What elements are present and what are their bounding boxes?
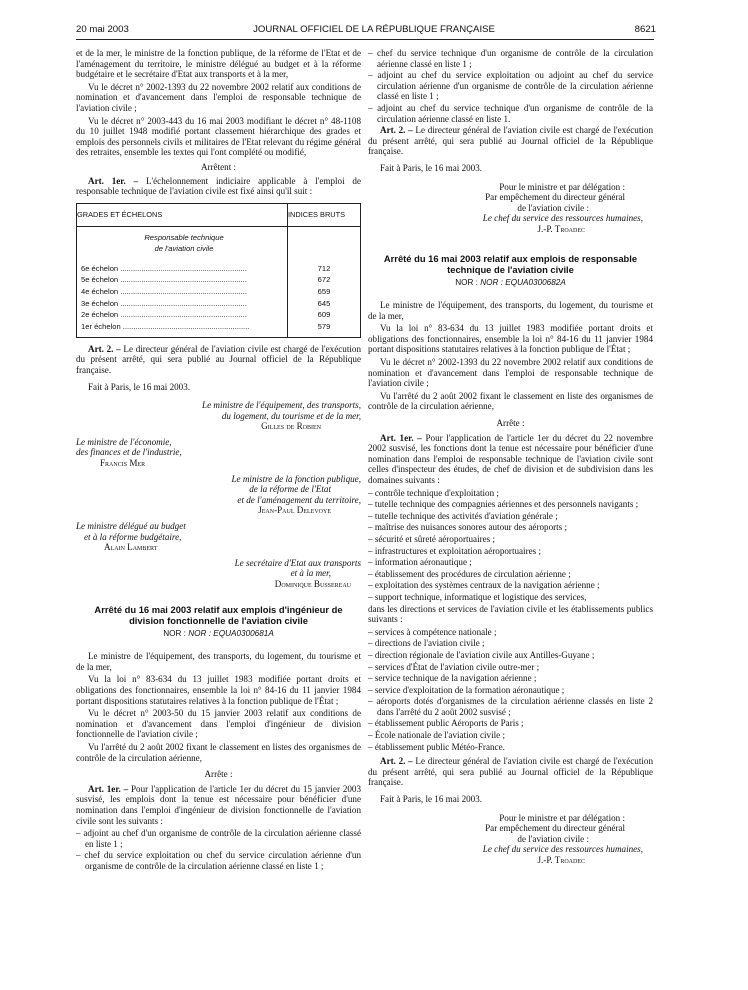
signatory-name: Gilles de Robien [261, 421, 321, 432]
table-row-value: 609 [317, 310, 331, 320]
signature-line: Pour le ministre et par délégation : [499, 812, 625, 823]
running-header [0, 24, 748, 38]
left-column [76, 48, 361, 872]
article-1 [76, 784, 361, 826]
category-line: de l'aviation civile [154, 243, 214, 253]
domain-item: – support technique, informatique et logistique des services, [368, 592, 653, 603]
signature-line: Pour le ministre et par délégation : [499, 181, 625, 192]
signatory-title: Le ministre de l'économie, [76, 436, 172, 447]
signatory-title: Le secrétaire d'Etat aux transports [234, 557, 361, 568]
nor-reference: NOR : NOR : EQUA0300682A [455, 277, 566, 287]
table-header-row [77, 203, 361, 227]
signatory-title: du logement, du tourisme et de la mer, [221, 410, 361, 421]
vu-paragraph: Vu la loi n° 83-634 du 13 juillet 1983 modifiée portant droits et obligations des fonctionnaires, ensemble la loi n° 84-16 du 11 janvier 1984 portant dispositions statutaires relatives à la fonction publique de l'État ; [368, 323, 653, 355]
intro-continued: et de la mer, le ministre de la fonction publique, de la réforme de l'Etat et de l'aménagement du territoire, le ministre délégué au budget et à la réforme budgétaire et le secrétaire d'Etat aux transports et à la mer, [76, 48, 361, 80]
page-number: 8621 [634, 24, 656, 35]
table-header-indices: INDICES BRUTS [288, 203, 361, 227]
vu-paragraph: Vu l'arrêté du 2 août 2002 fixant le classement en liste des organismes de contrôle de la circulation aérienne, [368, 390, 653, 412]
list-item: – chef du service technique d'un organisme de contrôle de la circulation aérienne classé en liste 1 ; [368, 48, 653, 69]
article-2 [76, 344, 361, 376]
article-text: L'échelonnement indiciaire applicable à l'emploi de responsable technique de l'aviation civile est fixé ainsi qu'il suit : [76, 175, 361, 197]
article-label: Art. 2. – [88, 343, 121, 354]
signature-line: Le chef du service des ressources humaines, [482, 213, 643, 224]
article-text: Le directeur général de l'aviation civile est chargé de l'exécution du présent arrêté, qui sera publié au Journal officiel de la République française. [76, 343, 361, 375]
service-item: – aéroports dotés d'organismes de la circulation aérienne classés en liste 2 dans l'arrêté du 2 août 2002 susvisé ; [368, 696, 653, 717]
list-item: – adjoint au chef d'un organisme de contrôle de la circulation aérienne classé en liste 1 ; [76, 828, 361, 849]
service-item: – services à compétence nationale ; [368, 627, 653, 638]
domain-item: – infrastructures et exploitation aéroportuaires ; [368, 546, 653, 557]
table-row-label: 3e échelon ............................................................ [81, 298, 247, 308]
list-item: – adjoint au chef du service technique d'un organisme de contrôle de la circulation aérienne classé en liste 1. [368, 103, 653, 124]
service-item: – service technique de la navigation aérienne ; [368, 673, 653, 684]
signatory-title: et à la réforme budgétaire, [84, 531, 182, 542]
article-label: Art. 1er. – [380, 432, 422, 443]
signature-line: Par empêchement du directeur général [485, 192, 625, 203]
decree-intro: Le ministre de l'équipement, des transports, du logement, du tourisme et de la mer, [76, 651, 361, 672]
article-label: Art. 2. – [380, 756, 413, 767]
domain-item: – exploitation des systèmes centraux de la navigation aérienne ; [368, 580, 653, 591]
signatory-title: Le ministre de l'équipement, des transports, [202, 400, 361, 411]
list-item: – adjoint au chef du service exploitation ou adjoint au chef du service circulation aérienne d'un organisme de contrôle de la circulation aérienne classé en liste 1 ; [368, 70, 653, 102]
arrete-heading: Arrête : [204, 769, 233, 780]
domain-item: – information aéronautique ; [368, 557, 653, 568]
decree-title: Arrêté du 16 mai 2003 relatif aux emplois d'ingénieur de division fonctionnelle de l'aviation civile [94, 603, 343, 626]
signatory-name: J.-P. Troadec [537, 223, 585, 234]
domain-item: – contrôle technique d'exploitation ; [368, 488, 653, 499]
table-category-row [77, 227, 361, 263]
service-item: – direction régionale de l'aviation civile aux Antilles-Guyane ; [368, 650, 653, 661]
vu-paragraph: Vu le décret n° 2002-1393 du 22 novembre 2002 relatif aux conditions de nomination et d'avancement dans l'emploi de responsable technique de l'aviation civile ; [368, 357, 653, 389]
signature-line: Par empêchement du directeur général [485, 823, 625, 834]
signatory-title: Le ministre délégué au budget [76, 521, 186, 532]
vu-paragraph: Vu le décret n° 2002-1393 du 22 novembre 2002 relatif aux conditions de nomination et d'avancement dans l'emploi de responsable technique de l'aviation civile ; [76, 81, 361, 113]
article-text: Pour l'application de l'article 1er du décret du 15 janvier 2003 susvisé, les emplois dont la tenue est nécessaire pour bénéficier d'une nomination dans l'emploi d'ingénieur de division fonctionnelle de l'aviation civile sont les suivants : [76, 783, 362, 826]
empty-cell [288, 227, 361, 263]
table-row-value: 712 [317, 263, 331, 273]
article-1 [368, 433, 653, 486]
header-rule [76, 39, 654, 40]
list-item: – chef du service exploitation ou chef du service circulation aérienne d'un organisme de contrôle de la circulation aérienne classé en liste 1 ; [76, 850, 361, 871]
domain-item: – établissement des procédures de circulation aérienne ; [368, 569, 653, 580]
article-text: Le directeur général de l'aviation civile est chargé de l'exécution du présent arrêté, qui sera publié au Journal officiel de la République française. [368, 756, 653, 788]
signatory-title: Le ministre de la fonction publique, [231, 473, 361, 484]
table-row-value: 579 [317, 322, 331, 332]
arrete-heading: Arrête : [496, 418, 525, 429]
table-row-label: 6e échelon ............................................................ [81, 263, 247, 273]
signature-line: Le chef du service des ressources humaines, [482, 844, 643, 855]
article-label: Art. 1er. – [88, 783, 129, 794]
signature-line: de l'aviation civile : [517, 833, 589, 844]
signatory-title: et de l'aménagement du territoire, [237, 494, 361, 505]
domain-item: – tutelle technique des activités d'aviation générale ; [368, 511, 653, 522]
table-values-cell [288, 263, 361, 338]
arretent-heading: Arrêtent : [200, 161, 237, 172]
category-line: Responsable technique [144, 233, 224, 243]
table-row-value: 672 [317, 275, 331, 285]
service-item: – directions de l'aviation civile ; [368, 638, 653, 649]
domain-item: – maîtrise des nuisances sonores autour des aéroports ; [368, 522, 653, 533]
service-item: – service d'exploitation de la formation aéronautique ; [368, 685, 653, 696]
domain-item: – sécurité et sûreté aéroportuaires ; [368, 534, 653, 545]
decree-intro: Le ministre de l'équipement, des transports, du logement, du tourisme et de la mer, [368, 300, 653, 321]
fait-a-paris: Fait à Paris, le 16 mai 2003. [380, 794, 483, 805]
table-row-value: 645 [317, 298, 331, 308]
table-row-label: 2e échelon ............................................................ [81, 310, 247, 320]
article-label: Art. 1er. – [88, 175, 139, 186]
header-date: 20 mai 2003 [76, 24, 129, 35]
vu-paragraph: Vu la loi n° 83-634 du 13 juillet 1983 modifiée portant droits et obligations des fonctionnaires, ensemble la loi n° 84-16 du 11 janvier 1984 portant dispositions statutaires relatives à la fonction publique de l'État ; [76, 674, 361, 706]
fait-a-paris: Fait à Paris, le 16 mai 2003. [380, 162, 483, 173]
article-1 [76, 176, 361, 197]
table-rows [77, 263, 361, 338]
table-row-label: 4e échelon ............................................................ [81, 286, 247, 296]
signatory-title: des finances et de l'industrie, [76, 447, 182, 458]
services-intro: dans les directions et services de l'aviation civile et les établissements publics suivants : [368, 603, 653, 625]
journal-title: JOURNAL OFFICIEL DE LA RÉPUBLIQUE FRANÇAISE [253, 24, 495, 35]
vu-paragraph: Vu le décret n° 2003-50 du 15 janvier 2003 relatif aux conditions de nomination et d'avancement dans l'emploi d'ingénieur de division fonctionnelle de l'aviation civile ; [76, 708, 361, 740]
table-row-label: 5e échelon ............................................................ [81, 275, 247, 285]
signatory-title: et à la mer, [290, 568, 331, 579]
article-label: Art. 2. – [380, 125, 413, 136]
signatory-name: Dominique Bussereau [274, 579, 351, 589]
right-column [368, 48, 653, 866]
vu-paragraph: Vu l'arrêté du 2 août 2002 fixant le classement en listes des organismes de contrôle de la circulation aérienne, [76, 741, 361, 763]
article-2 [368, 125, 653, 157]
grades-table [76, 203, 361, 338]
nor-reference: NOR : NOR : EQUA0300681A [163, 628, 274, 638]
decree-title: Arrêté du 16 mai 2003 relatif aux emplois de responsable technique de l'aviation civile [383, 252, 638, 275]
article-text: Pour l'application de l'article 1er du décret du 22 novembre 2002 susvisé, les fonctions dont la tenue est nécessaire pour bénéficier d'une nomination dans l'emploi de responsable technique de l'aviation civile sont celles d'inspecteur des études, de chef de division et de subdivision dans les domaines suivants : [368, 432, 653, 485]
nor-code: NOR : EQUA0300681A [188, 628, 274, 638]
service-item: – établissement public Météo-France. [368, 742, 653, 753]
table-row-value: 659 [317, 286, 331, 296]
article-2 [368, 756, 653, 788]
fait-a-paris: Fait à Paris, le 16 mai 2003. [88, 381, 191, 392]
signature-line: de l'aviation civile : [517, 202, 589, 213]
vu-paragraph: Vu le décret n° 2003-443 du 16 mai 2003 modifiant le décret n° 48-1108 du 10 juillet 1948 modifié portant classement hiérarchique des grades et emplois des personnels civils et militaires de l'Etat relevant du régime général des retraites, ensemble les textes qui l'ont complété ou modifié, [76, 115, 361, 158]
table-header-grades: GRADES ET ÉCHELONS [77, 203, 288, 227]
table-category [77, 227, 288, 263]
service-item: – établissement public Aéroports de Paris ; [368, 718, 653, 729]
table-labels-cell [77, 263, 288, 338]
domain-item: – tutelle technique des compagnies aériennes et des personnels navigants ; [368, 499, 653, 510]
table-row-label: 1er échelon ............................................................ [81, 322, 250, 332]
service-item: – École nationale de l'aviation civile ; [368, 730, 653, 741]
signatory-name: Alain Lambert [104, 542, 158, 553]
article-text: Le directeur général de l'aviation civile est chargé de l'exécution du présent arrêté, qui sera publié au Journal officiel de la République française. [368, 125, 653, 157]
signatory-name: Jean-Paul Delevoye [258, 505, 331, 516]
signatory-name: J.-P. Troadec [537, 855, 585, 865]
nor-code: NOR : EQUA0300682A [480, 277, 566, 287]
signatory-name: Francis Mer [100, 458, 146, 469]
signatory-title: de la réforme de l'Etat [249, 484, 331, 495]
service-item: – services d'État de l'aviation civile outre-mer ; [368, 662, 653, 673]
